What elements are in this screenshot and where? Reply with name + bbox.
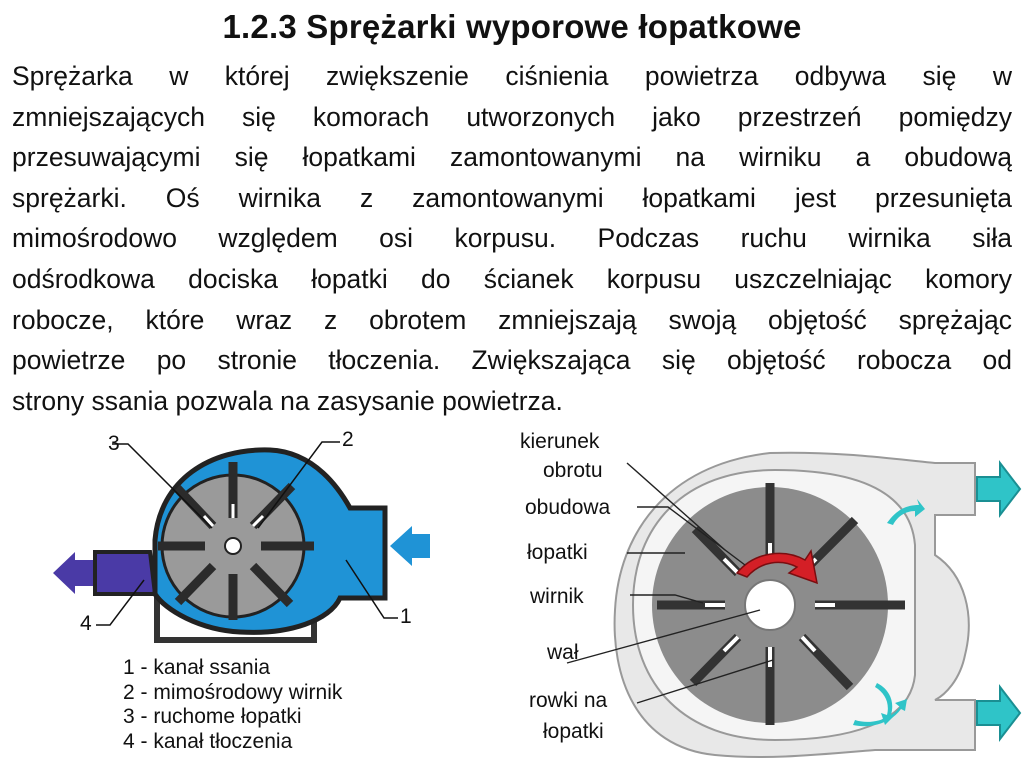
legend-item: 4 - kanał tłoczenia: [123, 729, 293, 753]
legend-item: 3 - ruchome łopatki: [123, 705, 302, 728]
legend-item: 1 - kanał ssania: [123, 656, 271, 679]
description-paragraph: [12, 56, 1012, 421]
rotor-shaft: [225, 538, 241, 554]
legend-item: 2 - mimośrodowy wirnik: [123, 680, 343, 704]
label-rowki-line1: rowki na: [529, 689, 608, 712]
inlet-arrow: [390, 526, 430, 566]
paragraph-line: zmniejszających się komorach utworzonych jako przestrzeń pomiędzy: [12, 101, 1012, 132]
callout-4: 4: [80, 612, 92, 635]
label-lopatki: łopatki: [527, 541, 588, 564]
label-wal: wał: [547, 641, 579, 664]
inlet-flow-arrow: [977, 463, 1020, 515]
label-rowki-line2: łopatki: [543, 720, 604, 743]
paragraph-line: sprężarki. Oś wirnika z zamontowanymi łopatkami jest przesunięta: [12, 182, 1012, 213]
callout-2: 2: [342, 428, 354, 451]
paragraph-line: strony ssania pozwala na zasysanie powietrza.: [12, 385, 563, 416]
label-obrotu: obrotu: [543, 459, 603, 482]
shaft: [745, 580, 795, 630]
outlet-flow-arrow: [977, 687, 1020, 739]
outlet-arrow: [53, 552, 93, 594]
paragraph-line: robocze, które wraz z obrotem zmniejszają swoją objętość sprężając: [12, 304, 1012, 335]
vane-compressor-schematic: [40, 420, 460, 660]
label-wirnik: wirnik: [530, 585, 584, 608]
callout-3: 3: [108, 432, 120, 455]
legend: [123, 656, 342, 754]
paragraph-line: Sprężarka w której zwiększenie ciśnienia powietrza odbywa się w: [12, 61, 1012, 91]
label-obudowa: obudowa: [525, 496, 611, 519]
paragraph-line: odśrodkowa dociska łopatki do ścianek korpusu uszczelniając komory: [12, 263, 1012, 294]
page-title: 1.2.3 Sprężarki wyporowe łopatkowe: [222, 8, 802, 45]
paragraph-line: powietrze po stronie tłoczenia. Zwiększająca się objętość robocza od: [12, 345, 1012, 376]
callout-1: 1: [400, 605, 412, 628]
label-kierunek: kierunek: [520, 430, 600, 453]
paragraph-line: przesuwającymi się łopatkami zamontowanymi na wirniku a obudową: [12, 142, 1012, 173]
vane-compressor-cross-section: [515, 425, 1024, 768]
outlet-channel: [95, 552, 155, 594]
paragraph-line: mimośrodowo względem osi korpusu. Podczas ruchu wirnika siła: [12, 223, 1012, 254]
